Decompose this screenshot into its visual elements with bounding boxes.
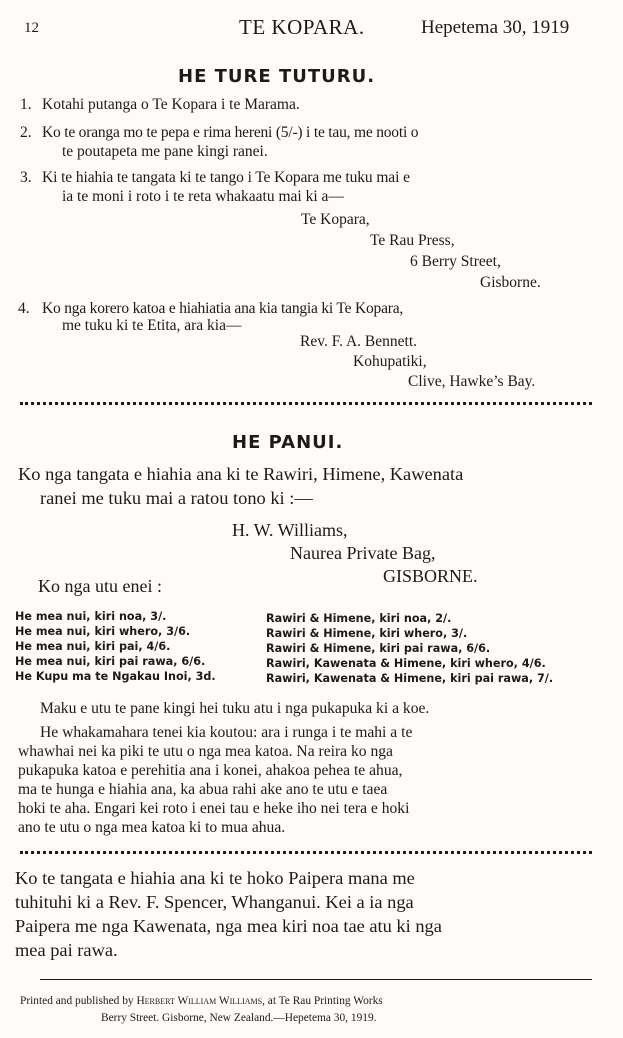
- price-item: He mea nui, kiri pai rawa, 6/6.: [15, 655, 206, 668]
- rule-text: me tuku ki te Etita, ara kia—: [62, 317, 242, 334]
- rule-text: ia te moni i roto i te reta whakaatu mai ki a—: [62, 188, 344, 205]
- address-line: Gisborne.: [480, 274, 541, 291]
- dotted-divider: [20, 851, 592, 854]
- issue-date: Hepetema 30, 1919: [421, 17, 570, 38]
- paragraph-line: ano te utu o nga mea katoa ki to mua ahua.: [18, 819, 286, 836]
- price-item: Rawiri & Himene, kiri pai rawa, 6/6.: [266, 642, 491, 655]
- rule-text: Ko te oranga mo te pepa e rima hereni (5/-) i te tau, me nooti o: [42, 124, 419, 141]
- address-line: Naurea Private Bag,: [290, 543, 436, 563]
- paragraph-line: He whakamahara tenei kia koutou: ara i runga i te mahi a te: [40, 724, 413, 741]
- address-line: H. W. Williams,: [232, 520, 348, 540]
- price-item: He mea nui, kiri whero, 3/6.: [15, 625, 191, 638]
- address-line: GISBORNE.: [383, 566, 478, 586]
- paragraph-line: pukapuka katoa e perehitia ana i konei, ahakoa pehea te ahua,: [18, 762, 403, 779]
- address-line: Te Kopara,: [301, 211, 370, 228]
- page-number: 12: [24, 20, 39, 36]
- footer-rule: [40, 979, 592, 980]
- footer-line: [20, 995, 383, 1007]
- printer-name: Herbert William Williams,: [136, 995, 265, 1007]
- rule-text: Kotahi putanga o Te Kopara i te Marama.: [42, 96, 300, 113]
- paragraph-line: ma te hunga e hiahia ana, ka abua rahi ake ano te utu e taea: [18, 781, 388, 798]
- price-item: He mea nui, kiri pai, 4/6.: [15, 640, 171, 653]
- rule-number: 4.: [18, 300, 30, 317]
- paragraph-line: tuhituhi ki a Rev. F. Spencer, Whanganui. Kei a ia nga: [15, 892, 414, 912]
- price-item: Rawiri, Kawenata & Himene, kiri pai rawa, 7/.: [266, 672, 554, 685]
- address-line: 6 Berry Street,: [410, 253, 501, 270]
- footer-prefix: Printed and published by: [20, 995, 137, 1007]
- notice-title: HE PANUI.: [232, 432, 344, 453]
- address-line: Te Rau Press,: [370, 232, 455, 249]
- rule-number: 2.: [20, 124, 32, 141]
- paragraph-line: mea pai rawa.: [15, 940, 118, 960]
- footer-suffix: at Te Rau Printing Works: [264, 995, 383, 1007]
- dotted-divider: [20, 402, 592, 405]
- paragraph-line: whawhai nei ka piki te utu o nga mea katoa. Na reira ko nga: [18, 743, 393, 760]
- price-item: Rawiri & Himene, kiri whero, 3/.: [266, 627, 468, 640]
- rule-text: Ki te hiahia te tangata ki te tango i Te Kopara me tuku mai e: [42, 169, 410, 186]
- price-item: Rawiri, Kawenata & Himene, kiri whero, 4/6.: [266, 657, 546, 670]
- rule-number: 3.: [20, 169, 32, 186]
- editor-line: Rev. F. A. Bennett.: [300, 333, 418, 350]
- paper-title: TE KOPARA.: [239, 15, 365, 39]
- rule-text: te poutapeta me pane kingi ranei.: [62, 143, 268, 160]
- price-item: Rawiri & Himene, kiri noa, 2/.: [266, 612, 452, 625]
- notice-intro: Ko nga tangata e hiahia ana ki te Rawiri, Himene, Kawenata: [18, 464, 464, 484]
- prices-heading: Ko nga utu enei :: [38, 576, 162, 596]
- rule-number: 1.: [20, 96, 32, 113]
- stamp-note: Maku e utu te pane kingi hei tuku atu i nga pukapuka ki a koe.: [40, 700, 430, 717]
- editor-line: Clive, Hawke’s Bay.: [408, 373, 536, 390]
- paragraph-line: Paipera me nga Kawenata, nga mea kiri noa tae atu ki nga: [15, 916, 442, 936]
- paragraph-line: hoki te aha. Engari kei roto i enei tau e heke iho nei tera e hoki: [18, 800, 410, 817]
- price-item: He mea nui, kiri noa, 3/.: [15, 610, 167, 623]
- footer-line: Berry Street. Gisborne, New Zealand.—Hepetema 30, 1919.: [101, 1012, 377, 1024]
- editor-line: Kohupatiki,: [353, 353, 427, 370]
- rule-text: Ko nga korero katoa e hiahiatia ana kia tangia ki Te Kopara,: [42, 300, 404, 317]
- notice-intro: ranei me tuku mai a ratou tono ki :—: [40, 488, 313, 508]
- paragraph-line: Ko te tangata e hiahia ana ki te hoko Paipera mana me: [15, 868, 415, 888]
- price-item: He Kupu ma te Ngakau Inoi, 3d.: [15, 670, 216, 683]
- rules-title: HE TURE TUTURU.: [178, 66, 376, 87]
